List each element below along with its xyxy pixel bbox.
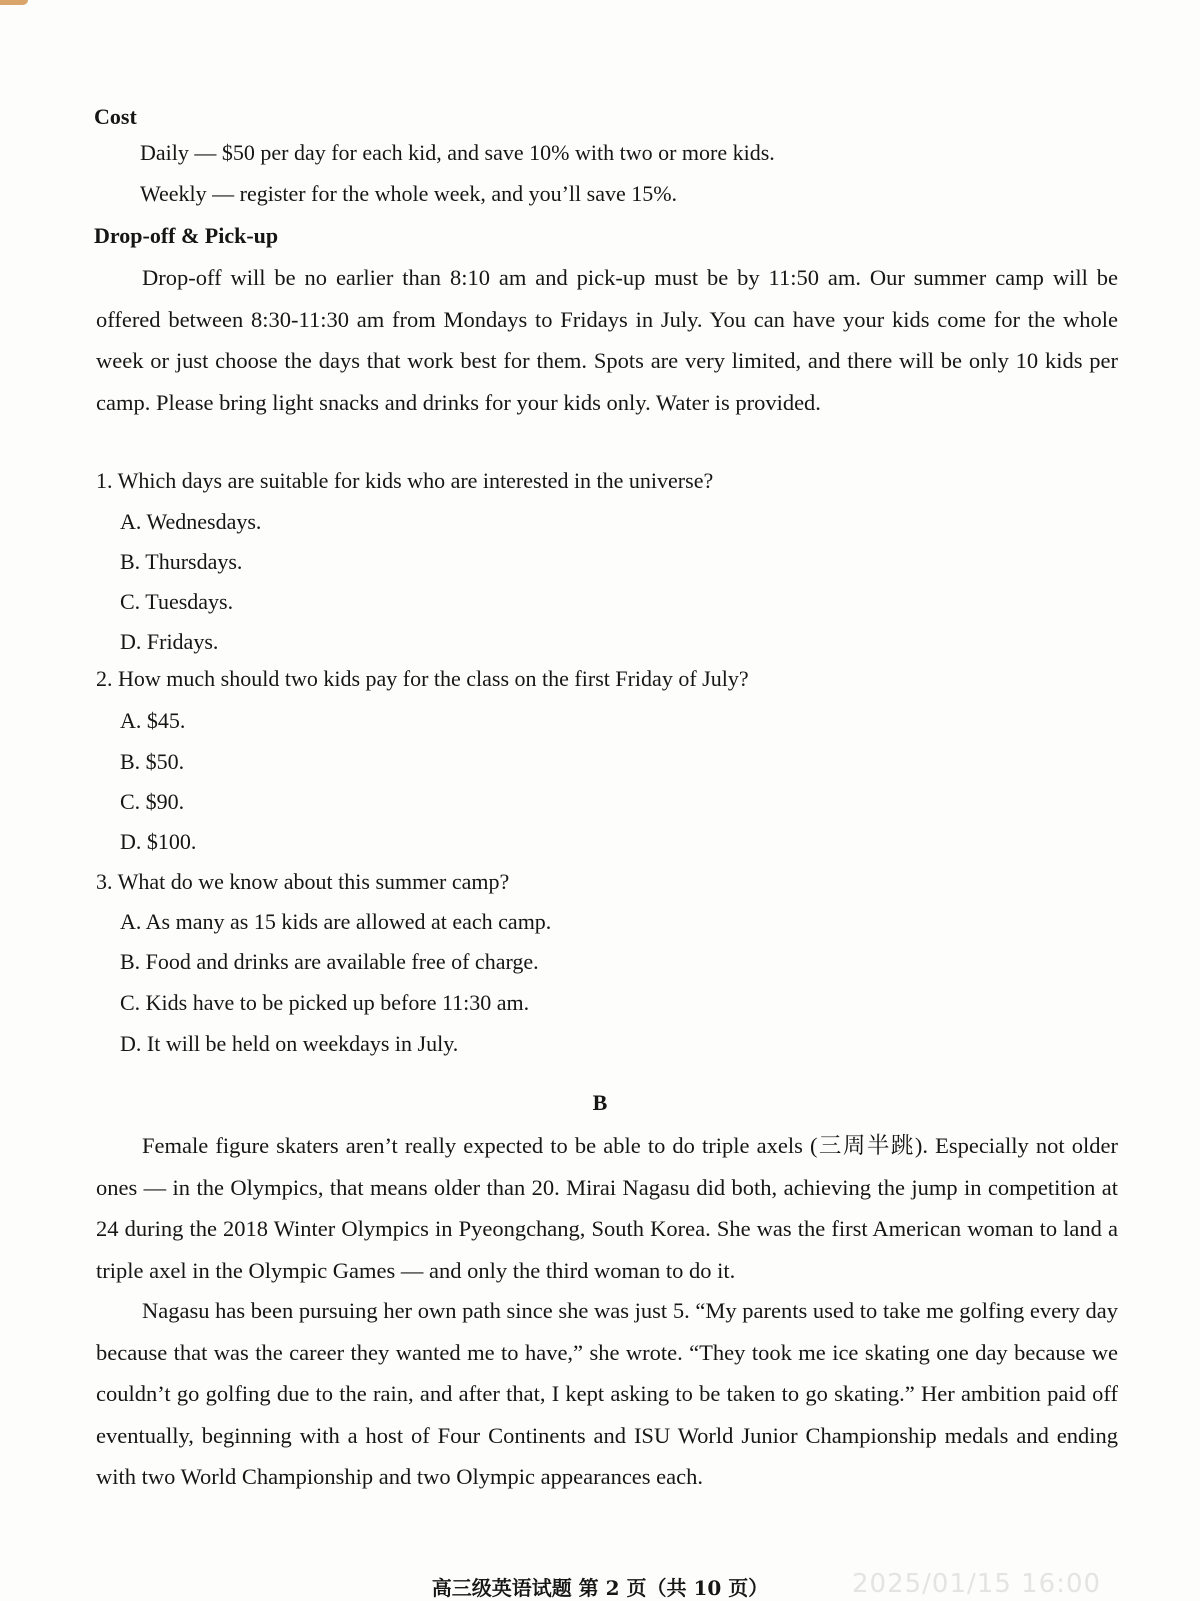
question-2-option-c: C. $90.	[120, 789, 185, 814]
question-3-option-d: D. It will be held on weekdays in July.	[120, 1031, 459, 1056]
question-1-option-b: B. Thursdays.	[120, 549, 243, 574]
cost-weekly: Weekly — register for the whole week, and you’ll save 15%.	[140, 181, 678, 206]
question-3: 3. What do we know about this summer camp?	[96, 869, 510, 894]
question-3-option-c: C. Kids have to be picked up before 11:30 am.	[120, 990, 530, 1015]
cost-daily: Daily — $50 per day for each kid, and save 10% with two or more kids.	[140, 140, 775, 165]
question-3-option-b: B. Food and drinks are available free of charge.	[120, 949, 539, 974]
question-1-option-c: C. Tuesdays.	[120, 589, 234, 614]
passage-b-paragraph-1: Female figure skaters aren’t really expected to be able to do triple axels (三周半跳). Especially not older ones — in the Olympics, that means older than 20. Mirai Nagasu did both, achieving the jump in competition at 24 during the 2018 Winter Olympics in Pyeongchang, South Korea. She was the first American woman to land a triple axel in the Olympic Games — and only the third woman to do it.	[96, 1133, 1118, 1283]
scan-edge-mark	[0, 0, 28, 5]
page-footer: 高三级英语试题 第 2 页（共 10 页）	[431, 1576, 769, 1600]
question-1: 1. Which days are suitable for kids who are interested in the universe?	[96, 468, 714, 493]
question-2-option-d: D. $100.	[120, 829, 197, 854]
scan-timestamp: 2025/01/15 16:00	[852, 1569, 1102, 1599]
question-1-option-d: D. Fridays.	[120, 629, 219, 654]
passage-b-paragraph-2: Nagasu has been pursuing her own path since she was just 5. “My parents used to take me golfing every day because that was the career they wanted me to have,” she wrote. “They took me ice skating one day because we couldn’t go golfing due to the rain, and after that, I kept asking to be taken to go skating.” Her ambition paid off eventually, beginning with a host of Four Continents and ISU World Junior Championship medals and ending with two World Championship and two Olympic appearances each.	[96, 1298, 1118, 1489]
dropoff-paragraph: Drop-off will be no earlier than 8:10 am and pick-up must be by 11:50 am. Our summer camp will be offered between 8:30-11:30 am from Mondays to Fridays in July. You can have your kids come for the whole week or just choose the days that work best for them. Spots are very limited, and there will be only 10 kids per camp. Please bring light snacks and drinks for your kids only. Water is provided.	[96, 265, 1118, 415]
question-2-option-a: A. $45.	[120, 708, 186, 733]
question-2: 2. How much should two kids pay for the class on the first Friday of July?	[96, 666, 749, 691]
passage-b-heading: B	[592, 1090, 608, 1115]
cost-heading: Cost	[94, 104, 137, 129]
dropoff-heading: Drop-off & Pick-up	[94, 223, 279, 248]
question-3-option-a: A. As many as 15 kids are allowed at each camp.	[120, 909, 552, 934]
question-1-option-a: A. Wednesdays.	[120, 509, 262, 534]
question-2-option-b: B. $50.	[120, 749, 185, 774]
